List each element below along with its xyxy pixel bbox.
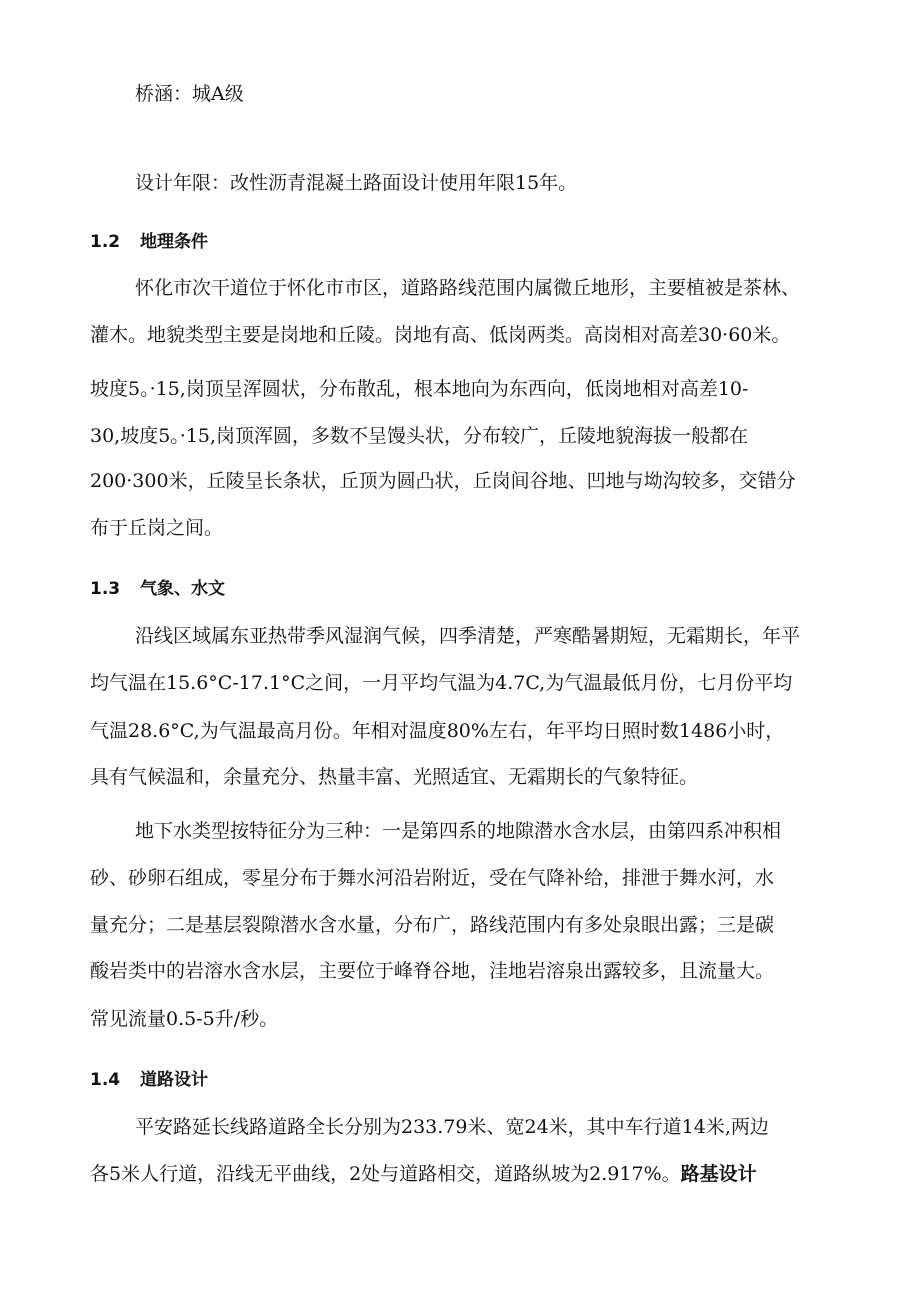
subgrade-design-heading: 路基设计 bbox=[680, 1163, 757, 1185]
paragraph-text: 各5米人行道，沿线无平曲线，2处与道路相交，道路纵坡为2.917%。 bbox=[90, 1163, 681, 1185]
section-title: 气象、水文 bbox=[140, 579, 225, 599]
section-heading-1-3 bbox=[90, 577, 225, 601]
paragraph-line bbox=[90, 1162, 830, 1186]
paragraph-line: 布于丘岗之间。 bbox=[90, 517, 224, 539]
paragraph-line: 砂、砂卵石组成，零星分布于舞水河沿岩附近，受在气降补给，排泄于舞水河，水 bbox=[90, 867, 775, 889]
paragraph-line: 常见流量0.5-5升/秒。 bbox=[90, 1008, 279, 1030]
paragraph-line: 30,坡度5。·15,岗顶浑圆，多数不呈馒头状，分布较广，丘陵地貌海拔一般都在 bbox=[90, 425, 749, 447]
paragraph-line: 怀化市次干道位于怀化市市区，道路路线范围内属微丘地形，主要植被是茶林、 bbox=[135, 277, 801, 299]
section-number: 1.2 bbox=[90, 232, 121, 252]
design-life-line: 设计年限：改性沥青混凝土路面设计使用年限15年。 bbox=[135, 172, 578, 194]
section-number: 1.3 bbox=[90, 579, 121, 599]
paragraph-line: 沿线区域属东亚热带季风湿润气候，四季清楚，严寒酷暑期短，无霜期长，年平 bbox=[135, 625, 801, 647]
paragraph-line: 平安路延长线路道路全长分别为233.79米、宽24米，其中车行道14米,两边 bbox=[135, 1116, 769, 1138]
paragraph-line: 灌木。地貌类型主要是岗地和丘陵。岗地有高、低岗两类。高岗相对高差30·60米。 bbox=[90, 324, 791, 346]
section-heading-1-4 bbox=[90, 1068, 208, 1092]
culvert-standard-line: 桥涵：城A级 bbox=[135, 83, 244, 105]
paragraph-line: 量充分；二是基层裂隙潜水含水量，分布广，路线范围内有多处泉眼出露；三是碳 bbox=[90, 914, 775, 936]
paragraph-line: 200·300米，丘陵呈长条状，丘顶为圆凸状，丘岗间谷地、凹地与坳沟较多，交错分 bbox=[90, 470, 796, 492]
paragraph-line: 地下水类型按特征分为三种：一是第四系的地隙潜水含水层，由第四系冲积相 bbox=[135, 820, 782, 842]
paragraph-line: 均气温在15.6°C-17.1°C之间，一月平均气温为4.7C,为气温最低月份，七月份平均 bbox=[90, 672, 793, 694]
section-title: 地理条件 bbox=[140, 232, 208, 252]
paragraph-line: 坡度5。·15,岗顶呈浑圆状，分布散乱，根本地向为东西向，低岗地相对高差10- bbox=[90, 378, 749, 400]
section-number: 1.4 bbox=[90, 1070, 121, 1090]
section-heading-1-2 bbox=[90, 230, 208, 254]
section-title: 道路设计 bbox=[140, 1070, 208, 1090]
paragraph-line: 酸岩类中的岩溶水含水层，主要位于峰脊谷地，洼地岩溶泉出露较多，且流量大。 bbox=[90, 960, 775, 982]
paragraph-line: 具有气候温和，余量充分、热量丰富、光照适宜、无霜期长的气象特征。 bbox=[90, 766, 699, 788]
paragraph-line: 气温28.6°C,为气温最高月份。年相对温度80%左右，年平均日照时数1486小时， bbox=[90, 720, 785, 742]
